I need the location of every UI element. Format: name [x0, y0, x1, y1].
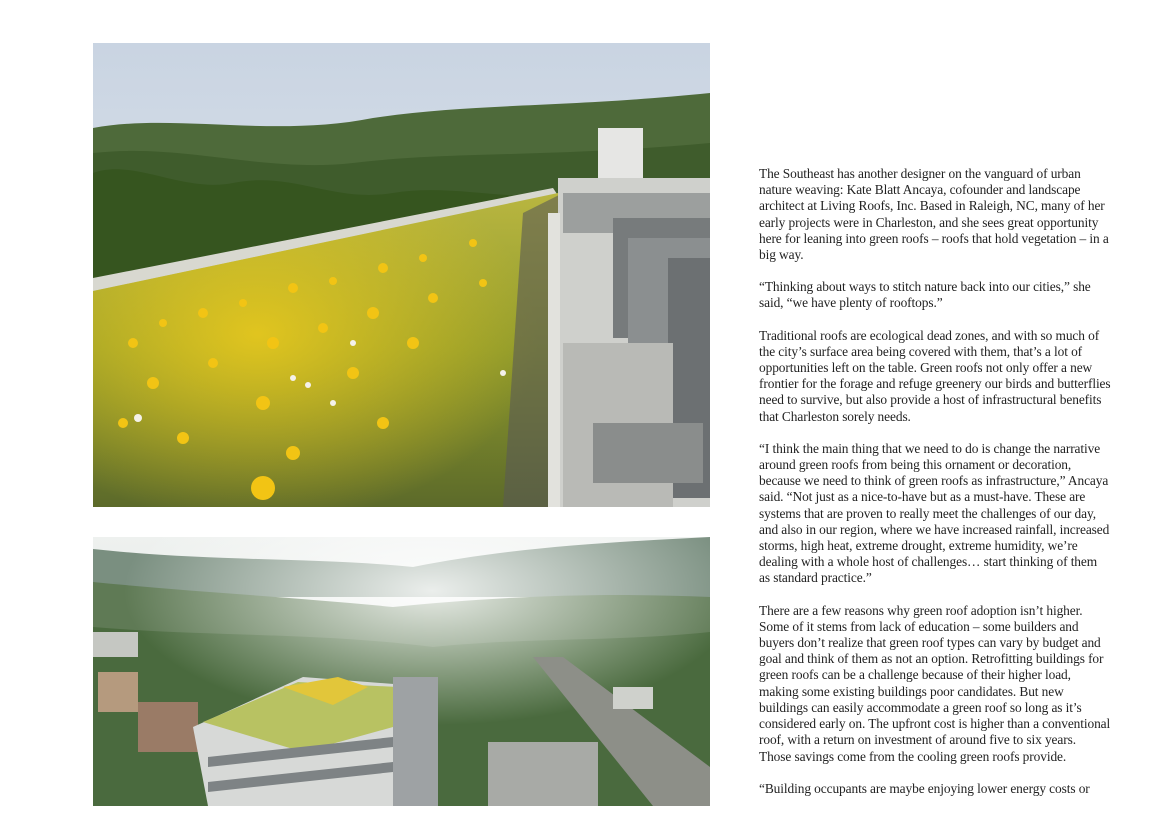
article-paragraph-4: “I think the main thing that we need to do is change the narrative around green roofs from being this ornament or decoration, because we need to think of green roofs as infrastructure,” Ancaya said. “Not just as a nice-to-have but as a must-have. These are systems that are proven to really meet the challenges of our day, and also in our region, where we have increased rainfall, increased storms, high heat, extreme drought, extreme humidity, we’re dealing with a whole host of challenges… start thinking of them as standard practice.” [759, 440, 1110, 586]
article-paragraph-6: “Building occupants are maybe enjoying lower energy costs or [759, 780, 1090, 796]
article-body [759, 166, 1111, 813]
article-paragraph-5: There are a few reasons why green roof adoption isn’t higher. Some of it stems from lack of education – some builders and buyers don’t realize that green roof types can vary by budget and goal and think of them as not an option. Retrofitting buildings for green roofs can be a challenge because of their higher load, making some existing buildings poor candidates. But new buildings can easily accommodate a green roof so long as it’s considered early on. The upfront cost is higher than a conventional roof, with a return on investment of around five to six years. Those savings come from the cooling green roofs provide. [759, 602, 1111, 764]
aerial-green-roof-building-photo [93, 537, 710, 806]
article-paragraph-2: “Thinking about ways to stitch nature back into our cities,” she said, “we have plenty of rooftops.” [759, 279, 1091, 311]
aerial-green-roof-building-image [93, 537, 710, 806]
article-paragraph-3: Traditional roofs are ecological dead zones, and with so much of the city’s surface area being covered with them, that’s a lot of opportunities left on the table. Green roofs not only offer a new frontier for the forage and refuge greenery our birds and butterflies need to survive, but also provide a host of infrastructural benefits that Charleston sorely needs. [759, 327, 1111, 424]
article-paragraph-1: The Southeast has another designer on the vanguard of urban nature weaving: Kate Blatt Ancaya, cofounder and landscape architect at Living Roofs, Inc. Based in Raleigh, NC, many of her early projects were in Charleston, and she sees great opportunity here for leaning into green roofs – roofs that hold vegetation – in a big way. [759, 166, 1109, 263]
green-roof-wildflower-image [93, 43, 710, 507]
green-roof-wildflower-photo [93, 43, 710, 507]
